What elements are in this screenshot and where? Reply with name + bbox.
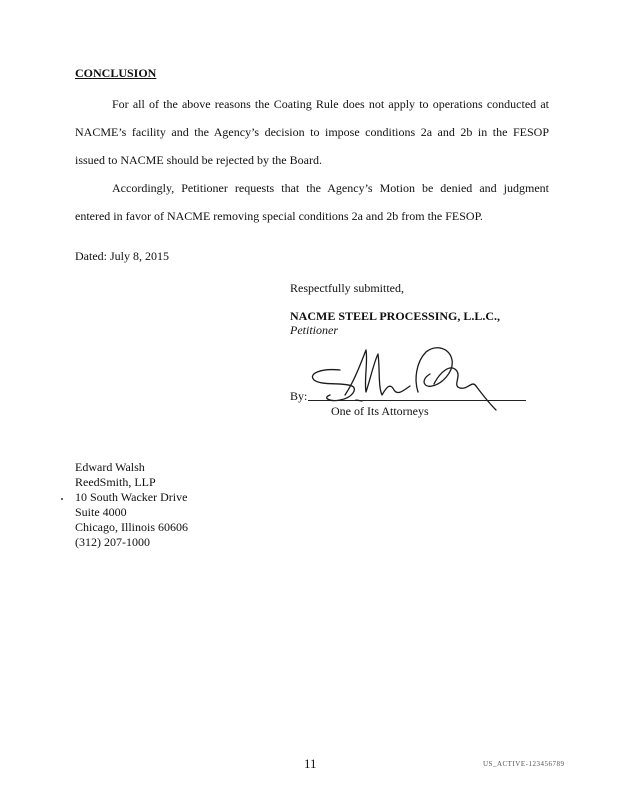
- page-number: 11: [304, 756, 317, 771]
- party-role: Petitioner: [290, 323, 338, 337]
- signer-caption: One of Its Attorneys: [331, 404, 429, 418]
- by-label: By:: [290, 389, 308, 403]
- attorney-phone: (312) 207-1000: [75, 535, 150, 549]
- attorney-firm: ReedSmith, LLP: [75, 475, 156, 489]
- paragraph-1-line-2: NACME’s facility and the Agency’s decision to impose conditions 2a and 2b in the FESOP: [75, 125, 549, 139]
- document-id: US_ACTIVE-123456789: [483, 760, 565, 768]
- party-name: NACME STEEL PROCESSING, L.L.C.,: [290, 309, 501, 323]
- attorney-suite: Suite 4000: [75, 505, 127, 519]
- closing-text: Respectfully submitted,: [290, 281, 404, 295]
- paragraph-1-line-3: issued to NACME should be rejected by the Board.: [75, 153, 322, 167]
- paragraph-2-line-2: entered in favor of NACME removing special conditions 2a and 2b from the FESOP.: [75, 209, 483, 223]
- attorney-street: 10 South Wacker Drive: [75, 490, 188, 504]
- paragraph-2-line-1: Accordingly, Petitioner requests that the Agency’s Motion be denied and judgment: [112, 181, 549, 195]
- attorney-name: Edward Walsh: [75, 460, 145, 474]
- attorney-city: Chicago, Illinois 60606: [75, 520, 188, 534]
- paragraph-1-line-1: For all of the above reasons the Coating Rule does not apply to operations conducted at: [112, 97, 549, 111]
- section-heading: CONCLUSION: [75, 66, 157, 80]
- stray-mark: [61, 498, 63, 500]
- dated-line: Dated: July 8, 2015: [75, 249, 169, 263]
